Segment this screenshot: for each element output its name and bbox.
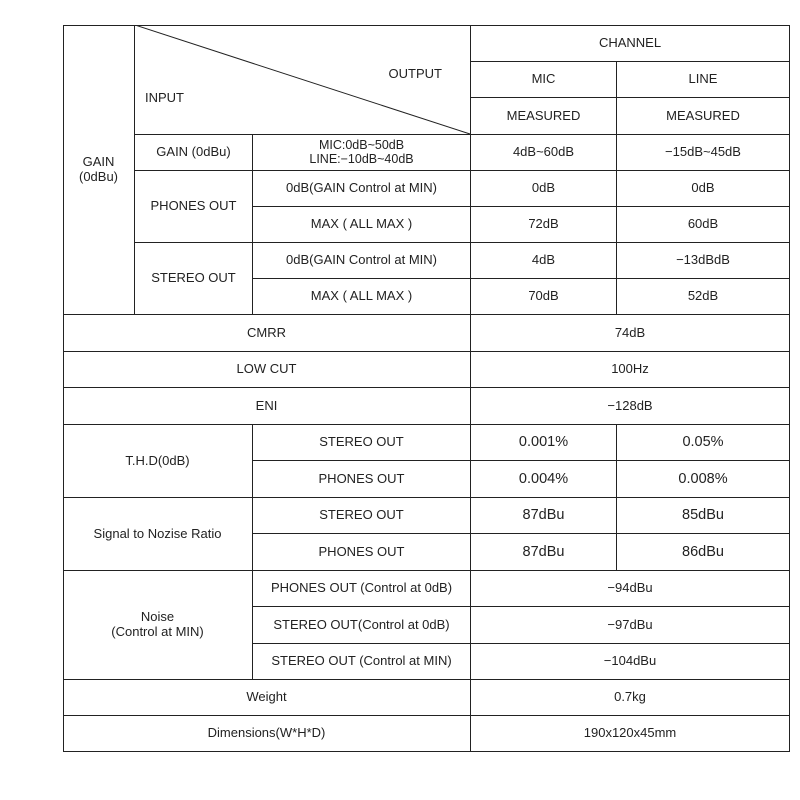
thd-stereo-line: 0.05%	[617, 425, 790, 461]
low-cut-value: 100Hz	[471, 352, 790, 388]
stereo-out-label: STEREO OUT	[135, 243, 253, 315]
thd-label: T.H.D(0dB)	[63, 425, 253, 498]
noise-label	[63, 571, 253, 680]
gain-range-line: LINE:−10dB~40dB	[309, 151, 414, 166]
stereo-out-condition-min: 0dB(GAIN Control at MIN)	[253, 243, 471, 279]
noise-stereo-0db-value: −97dBu	[471, 607, 790, 644]
phones-out-condition-max: MAX ( ALL MAX )	[253, 207, 471, 243]
header-input-output-cell	[135, 25, 471, 135]
dimensions-label: Dimensions(W*H*D)	[63, 716, 471, 752]
spec-table	[63, 25, 790, 752]
snr-phones-line: 86dBu	[617, 534, 790, 571]
noise-label-line2: (Control at MIN)	[111, 624, 204, 639]
snr-phones-mic: 87dBu	[471, 534, 617, 571]
phones-out-max-mic: 72dB	[471, 207, 617, 243]
weight-value: 0.7kg	[471, 680, 790, 716]
gain-group-label-line2: (0dBu)	[78, 168, 119, 184]
noise-stereo-min-condition: STEREO OUT (Control at MIN)	[253, 644, 471, 680]
header-measured-line: MEASURED	[617, 98, 790, 135]
gain-row-line: −15dB~45dB	[617, 135, 790, 171]
eni-value: −128dB	[471, 388, 790, 425]
noise-stereo-min-value: −104dBu	[471, 644, 790, 680]
gain-row-label: GAIN (0dBu)	[135, 135, 253, 171]
noise-stereo-0db-condition: STEREO OUT(Control at 0dB)	[253, 607, 471, 644]
thd-phones-condition: PHONES OUT	[253, 461, 471, 498]
thd-phones-mic: 0.004%	[471, 461, 617, 498]
phones-out-condition-min: 0dB(GAIN Control at MIN)	[253, 171, 471, 207]
cmrr-label: CMRR	[63, 315, 471, 352]
weight-label: Weight	[63, 680, 471, 716]
stereo-out-max-line: 52dB	[617, 279, 790, 315]
gain-range-mic: MIC:0dB~50dB	[318, 137, 405, 152]
eni-label: ENI	[63, 388, 471, 425]
dimensions-value: 190x120x45mm	[471, 716, 790, 752]
gain-group-label-line1: GAIN	[82, 153, 115, 169]
header-channel: CHANNEL	[471, 25, 790, 62]
header-input-label: INPUT	[145, 90, 184, 105]
gain-row-mic: 4dB~60dB	[471, 135, 617, 171]
phones-out-label: PHONES OUT	[135, 171, 253, 243]
snr-label: Signal to Nozise Ratio	[63, 498, 253, 571]
snr-stereo-line: 85dBu	[617, 498, 790, 534]
snr-phones-condition: PHONES OUT	[253, 534, 471, 571]
snr-stereo-mic: 87dBu	[471, 498, 617, 534]
gain-row-range	[253, 135, 471, 171]
thd-stereo-mic: 0.001%	[471, 425, 617, 461]
low-cut-label: LOW CUT	[63, 352, 471, 388]
header-measured-mic: MEASURED	[471, 98, 617, 135]
gain-group-label	[63, 25, 135, 315]
header-line: LINE	[617, 62, 790, 98]
phones-out-min-line: 0dB	[617, 171, 790, 207]
noise-phones-value: −94dBu	[471, 571, 790, 607]
thd-phones-line: 0.008%	[617, 461, 790, 498]
noise-phones-condition: PHONES OUT (Control at 0dB)	[253, 571, 471, 607]
phones-out-min-mic: 0dB	[471, 171, 617, 207]
phones-out-max-line: 60dB	[617, 207, 790, 243]
stereo-out-max-mic: 70dB	[471, 279, 617, 315]
thd-stereo-condition: STEREO OUT	[253, 425, 471, 461]
header-output-label: OUTPUT	[388, 66, 442, 81]
cmrr-value: 74dB	[471, 315, 790, 352]
stereo-out-min-mic: 4dB	[471, 243, 617, 279]
stereo-out-min-line: −13dBdB	[617, 243, 790, 279]
noise-label-line1: Noise	[140, 609, 175, 625]
header-mic: MIC	[471, 62, 617, 98]
stereo-out-condition-max: MAX ( ALL MAX )	[253, 279, 471, 315]
snr-stereo-condition: STEREO OUT	[253, 498, 471, 534]
